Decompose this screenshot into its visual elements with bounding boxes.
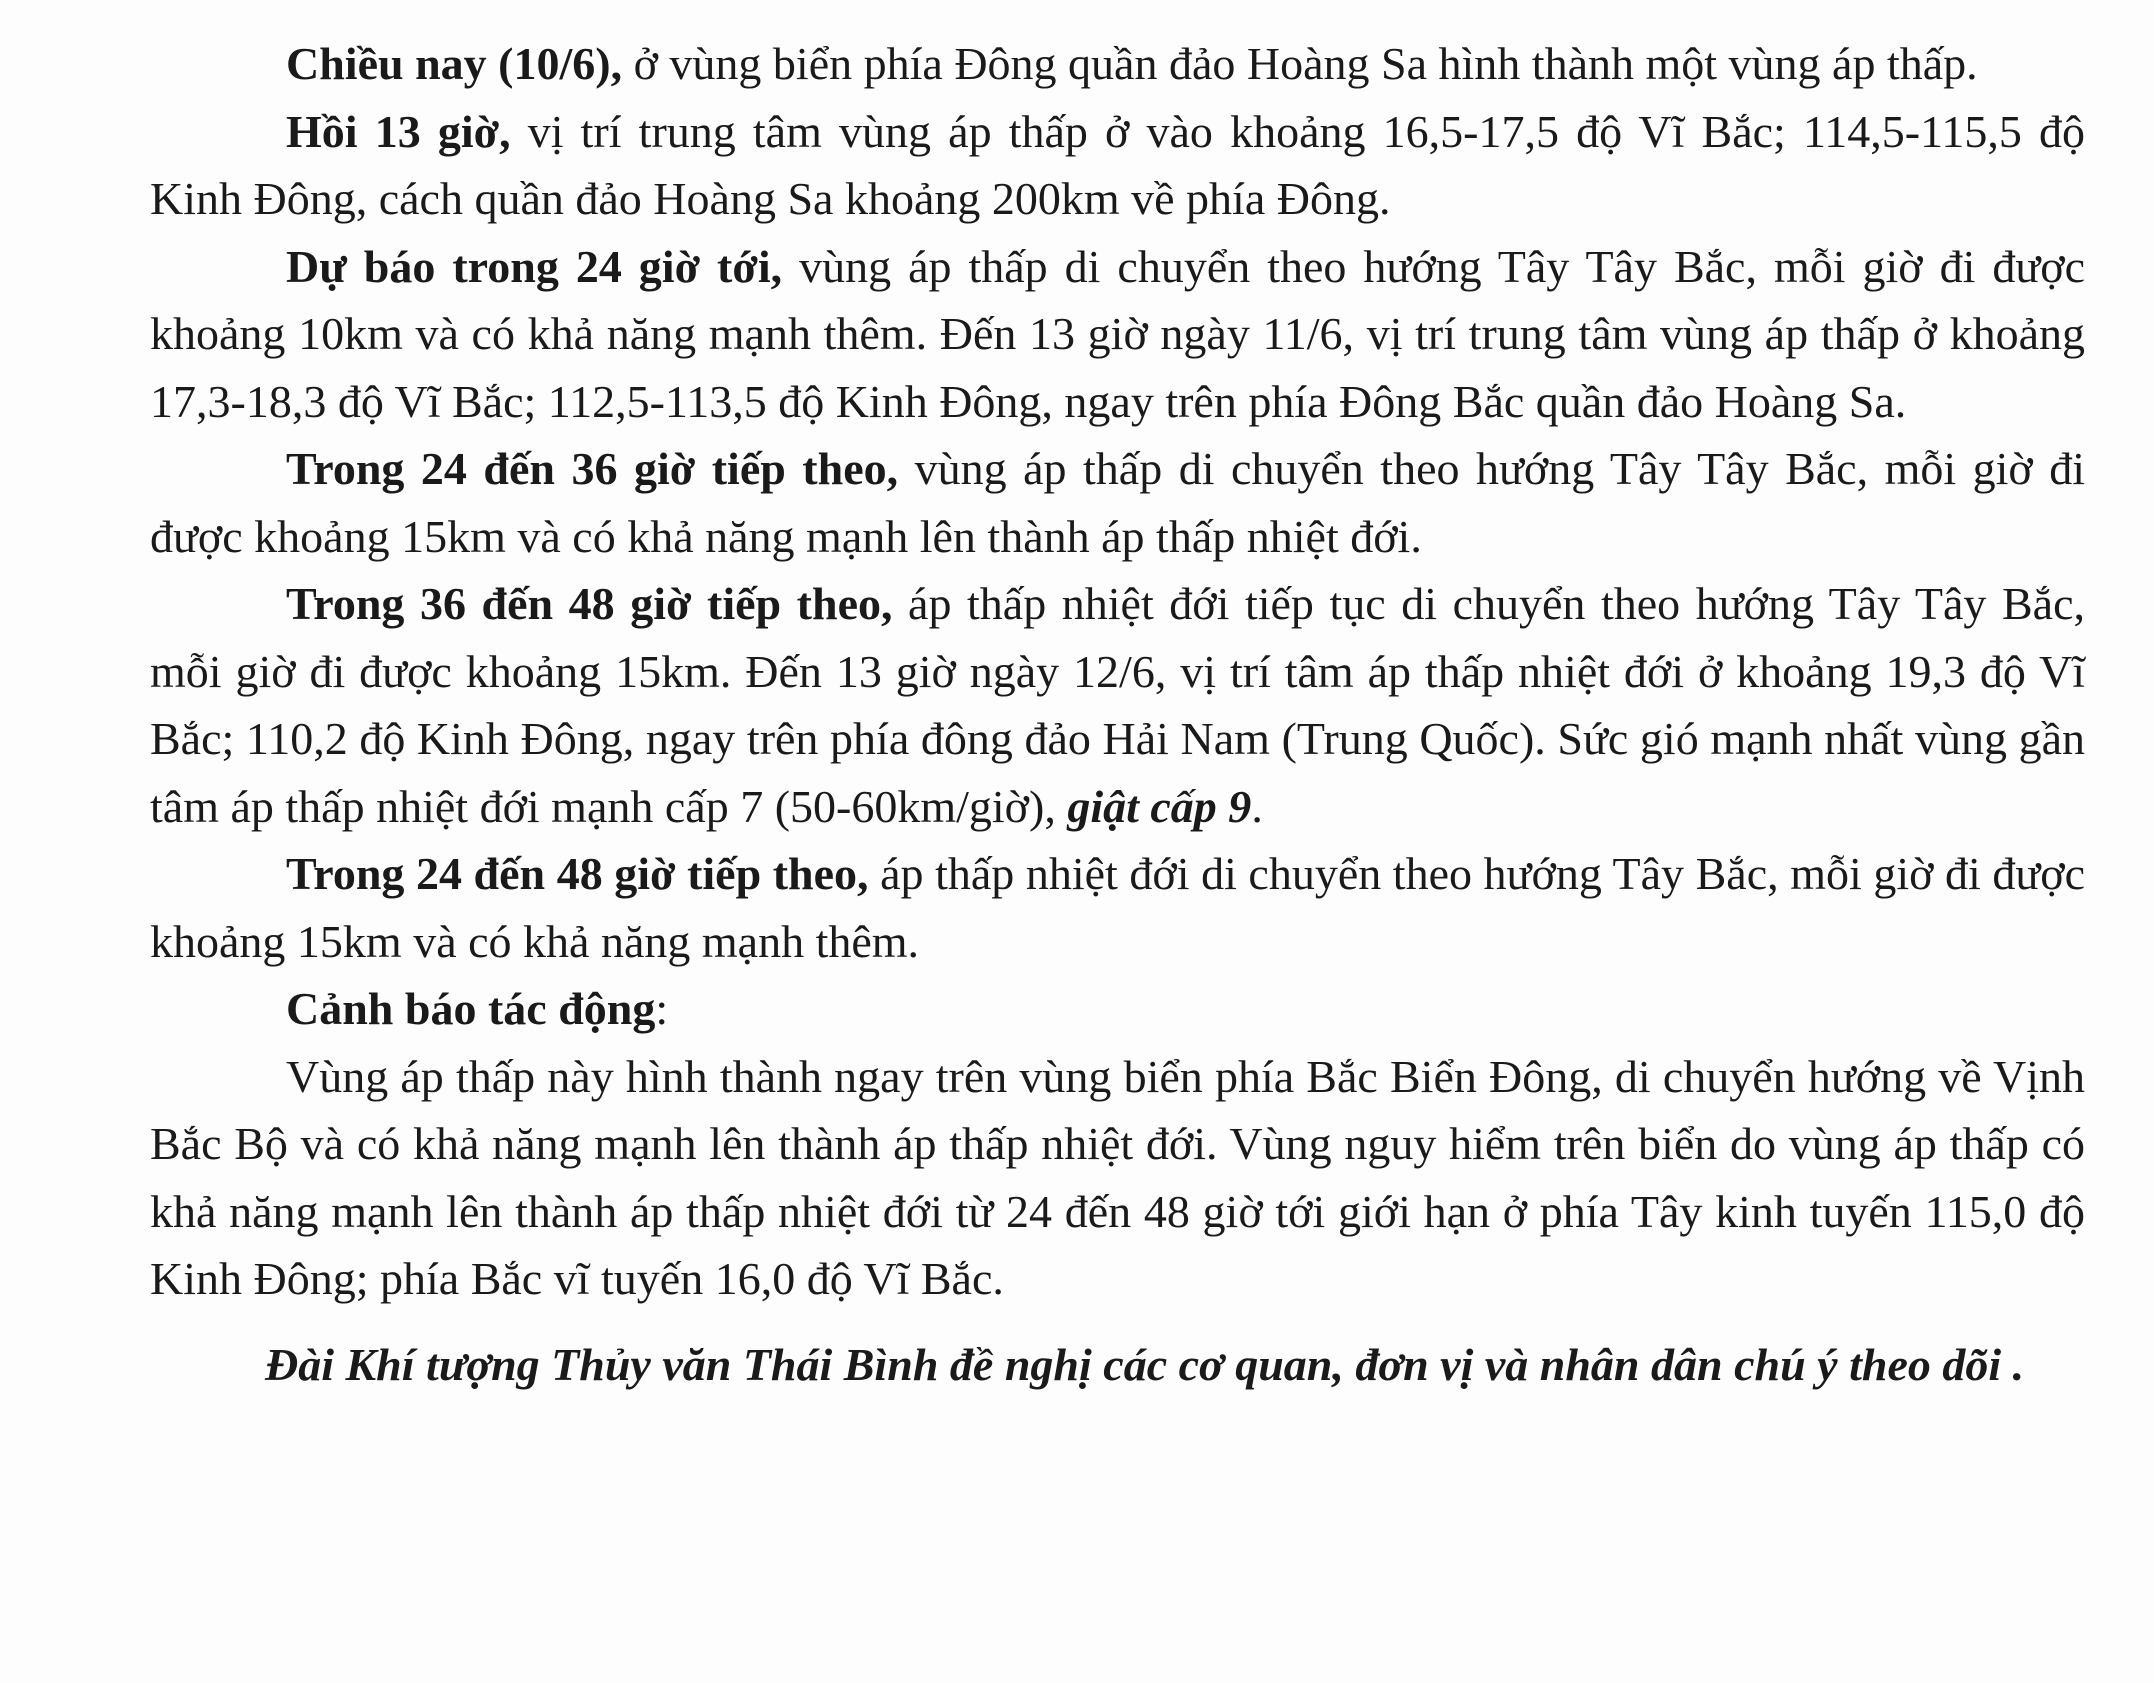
paragraph-5-tail: . (1251, 780, 1263, 832)
paragraph-4-lead: Trong 24 đến 36 giờ tiếp theo, (286, 443, 899, 494)
warning-heading-colon: : (655, 983, 669, 1034)
paragraph-1-text: ở vùng biển phía Đông quần đảo Hoàng Sa hình thành một vùng áp thấp. (622, 38, 1978, 89)
warning-heading-text: Cảnh báo tác động (286, 983, 656, 1034)
document-body (150, 30, 2085, 1398)
paragraph-1 (150, 30, 2085, 98)
paragraph-2-text: vị trí trung tâm vùng áp thấp ở vào khoảng 16,5-17,5 độ Vĩ Bắc; 114,5-115,5 độ Kinh Đông, cách quần đảo Hoàng Sa khoảng 200km về phía Đông. (150, 105, 2085, 224)
paragraph-6 (150, 840, 2085, 975)
warning-heading (150, 975, 2085, 1043)
paragraph-4-text: vùng áp thấp di chuyển theo hướng Tây Tây Bắc, mỗi giờ đi được khoảng 15km và có khả năng mạnh lên thành áp thấp nhiệt đới. (150, 443, 2085, 562)
paragraph-6-text: áp thấp nhiệt đới di chuyển theo hướng Tây Bắc, mỗi giờ đi được khoảng 15km và có khả năng mạnh thêm. (150, 848, 2086, 967)
paragraph-3-text: vùng áp thấp di chuyển theo hướng Tây Tây Bắc, mỗi giờ đi được khoảng 10km và có khả năng mạnh thêm. Đến 13 giờ ngày 11/6, vị trí trung tâm vùng áp thấp ở khoảng 17,3-18,3 độ Vĩ Bắc; 112,5-113,5 độ Kinh Đông, ngay trên phía Đông Bắc quần đảo Hoàng Sa. (150, 240, 2085, 427)
warning-paragraph: Vùng áp thấp này hình thành ngay trên vùng biển phía Bắc Biển Đông, di chuyển hướng về Vịnh Bắc Bộ và có khả năng mạnh lên thành áp thấp nhiệt đới. Vùng nguy hiểm trên biển do vùng áp thấp có khả năng mạnh lên thành áp thấp nhiệt đới từ 24 đến 48 giờ tới giới hạn ở phía Tây kinh tuyến 115,0 độ Kinh Đông; phía Bắc vĩ tuyến 16,0 độ Vĩ Bắc. (150, 1050, 2085, 1304)
paragraph-3-lead: Dự báo trong 24 giờ tới, (286, 240, 783, 292)
paragraph-1-lead: Chiều nay (10/6), (286, 38, 623, 89)
paragraph-5-lead: Trong 36 đến 48 giờ tiếp theo, (286, 578, 893, 629)
paragraph-2-lead: Hồi 13 giờ, (286, 105, 511, 157)
paragraph-5 (150, 570, 2085, 840)
paragraph-5-gust-emphasis: giật cấp 9 (1067, 780, 1252, 832)
closing-statement: Đài Khí tượng Thủy văn Thái Bình đề nghị các cơ quan, đơn vị và nhân dân chú ý theo dõi . (265, 1338, 2025, 1390)
paragraph-3 (150, 233, 2085, 436)
paragraph-6-lead: Trong 24 đến 48 giờ tiếp theo, (286, 848, 869, 899)
paragraph-5-text: áp thấp nhiệt đới tiếp tục di chuyển theo hướng Tây Tây Bắc, mỗi giờ đi được khoảng 15km. Đến 13 giờ ngày 12/6, vị trí tâm áp thấp nhiệt đới ở khoảng 19,3 độ Vĩ Bắc; 110,2 độ Kinh Đông, ngay trên phía đông đảo Hải Nam (Trung Quốc). Sức gió mạnh nhất vùng gần tâm áp thấp nhiệt đới mạnh cấp 7 (50-60km/giờ), (150, 578, 2085, 832)
paragraph-2 (150, 98, 2085, 233)
paragraph-4 (150, 435, 2085, 570)
